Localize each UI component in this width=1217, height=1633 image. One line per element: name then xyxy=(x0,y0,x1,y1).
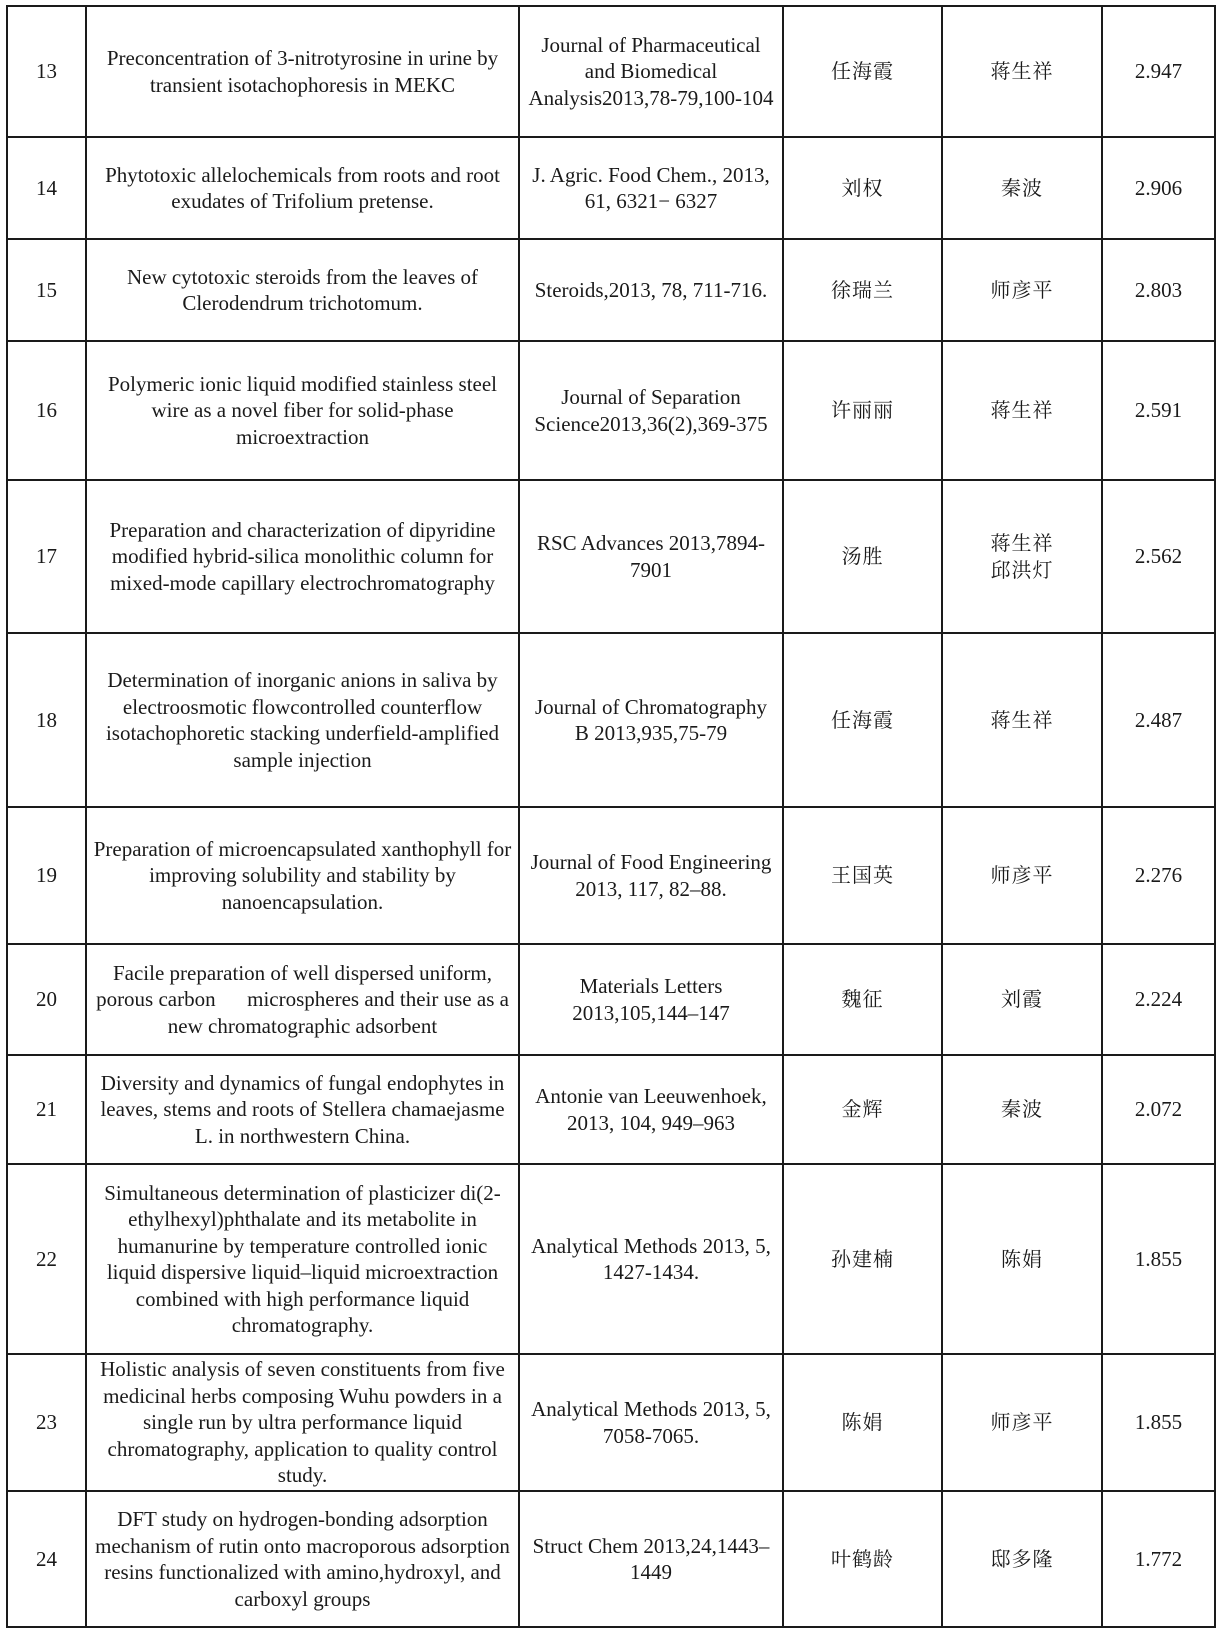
corresponding-author: 师彦平 xyxy=(942,1354,1102,1491)
corresponding-author: 刘霞 xyxy=(942,944,1102,1055)
first-author: 金辉 xyxy=(783,1055,942,1164)
paper-title: Diversity and dynamics of fungal endophytes in leaves, stems and roots of Stellera chamaejasme L. in northwestern China. xyxy=(86,1055,519,1164)
table-row xyxy=(7,1164,1215,1354)
first-author: 魏征 xyxy=(783,944,942,1055)
first-author: 任海霞 xyxy=(783,633,942,807)
table-row xyxy=(7,1055,1215,1164)
impact-factor: 2.072 xyxy=(1102,1055,1215,1164)
table-row xyxy=(7,1491,1215,1627)
table-row xyxy=(7,239,1215,341)
first-author: 任海霞 xyxy=(783,6,942,137)
corresponding-author: 师彦平 xyxy=(942,807,1102,944)
paper-title: Preparation and characterization of dipyridine modified hybrid-silica monolithic column for mixed-mode capillary electrochromatography xyxy=(86,480,519,633)
corresponding-author: 蒋生祥 邱洪灯 xyxy=(942,480,1102,633)
paper-title: Facile preparation of well dispersed uniform, porous carbon microspheres and their use as a new chromatographic adsorbent xyxy=(86,944,519,1055)
first-author: 孙建楠 xyxy=(783,1164,942,1354)
journal-citation: Struct Chem 2013,24,1443–1449 xyxy=(519,1491,783,1627)
corresponding-author: 蒋生祥 xyxy=(942,6,1102,137)
journal-citation: Materials Letters 2013,105,144–147 xyxy=(519,944,783,1055)
paper-title: Simultaneous determination of plasticizer di(2-ethylhexyl)phthalate and its metabolite in humanurine by temperature controlled ionic liquid dispersive liquid–liquid microextraction combined with high performance liquid chromatography. xyxy=(86,1164,519,1354)
first-author: 王国英 xyxy=(783,807,942,944)
row-number: 18 xyxy=(7,633,86,807)
corresponding-author: 师彦平 xyxy=(942,239,1102,341)
corresponding-author: 蒋生祥 xyxy=(942,341,1102,480)
table-row xyxy=(7,137,1215,239)
row-number: 15 xyxy=(7,239,86,341)
paper-title: Phytotoxic allelochemicals from roots and root exudates of Trifolium pretense. xyxy=(86,137,519,239)
paper-title: DFT study on hydrogen-bonding adsorption mechanism of rutin onto macroporous adsorption resins functionalized with amino,hydroxyl, and carboxyl groups xyxy=(86,1491,519,1627)
paper-title: Polymeric ionic liquid modified stainless steel wire as a novel fiber for solid-phase microextraction xyxy=(86,341,519,480)
publication-table xyxy=(6,5,1216,1628)
journal-citation: Steroids,2013, 78, 711-716. xyxy=(519,239,783,341)
row-number: 16 xyxy=(7,341,86,480)
impact-factor: 2.906 xyxy=(1102,137,1215,239)
impact-factor: 2.224 xyxy=(1102,944,1215,1055)
paper-title: Preconcentration of 3-nitrotyrosine in urine by transient isotachophoresis in MEKC xyxy=(86,6,519,137)
impact-factor: 2.591 xyxy=(1102,341,1215,480)
row-number: 13 xyxy=(7,6,86,137)
row-number: 17 xyxy=(7,480,86,633)
paper-title: Preparation of microencapsulated xanthophyll for improving solubility and stability by nanoencapsulation. xyxy=(86,807,519,944)
paper-title: Determination of inorganic anions in saliva by electroosmotic flowcontrolled counterflow isotachophoretic stacking underfield-amplified sample injection xyxy=(86,633,519,807)
row-number: 22 xyxy=(7,1164,86,1354)
first-author: 徐瑞兰 xyxy=(783,239,942,341)
impact-factor: 1.855 xyxy=(1102,1354,1215,1491)
row-number: 24 xyxy=(7,1491,86,1627)
journal-citation: Analytical Methods 2013, 5, 1427-1434. xyxy=(519,1164,783,1354)
impact-factor: 2.276 xyxy=(1102,807,1215,944)
table-row xyxy=(7,480,1215,633)
first-author: 陈娟 xyxy=(783,1354,942,1491)
row-number: 19 xyxy=(7,807,86,944)
first-author: 许丽丽 xyxy=(783,341,942,480)
first-author: 叶鹤龄 xyxy=(783,1491,942,1627)
journal-citation: Journal of Chromatography B 2013,935,75-79 xyxy=(519,633,783,807)
row-number: 14 xyxy=(7,137,86,239)
journal-citation: Antonie van Leeuwenhoek, 2013, 104, 949–963 xyxy=(519,1055,783,1164)
journal-citation: Analytical Methods 2013, 5, 7058-7065. xyxy=(519,1354,783,1491)
table-row xyxy=(7,1354,1215,1491)
impact-factor: 1.772 xyxy=(1102,1491,1215,1627)
impact-factor: 2.803 xyxy=(1102,239,1215,341)
journal-citation: Journal of Food Engineering 2013, 117, 82–88. xyxy=(519,807,783,944)
row-number: 20 xyxy=(7,944,86,1055)
row-number: 23 xyxy=(7,1354,86,1491)
impact-factor: 2.947 xyxy=(1102,6,1215,137)
first-author: 汤胜 xyxy=(783,480,942,633)
impact-factor: 2.562 xyxy=(1102,480,1215,633)
corresponding-author: 蒋生祥 xyxy=(942,633,1102,807)
corresponding-author: 秦波 xyxy=(942,1055,1102,1164)
table-row xyxy=(7,341,1215,480)
impact-factor: 2.487 xyxy=(1102,633,1215,807)
table-row xyxy=(7,633,1215,807)
paper-title: Holistic analysis of seven constituents from five medicinal herbs composing Wuhu powders in a single run by ultra performance liquid chromatography, application to quality control study. xyxy=(86,1354,519,1491)
corresponding-author: 秦波 xyxy=(942,137,1102,239)
table-row xyxy=(7,6,1215,137)
row-number: 21 xyxy=(7,1055,86,1164)
corresponding-author: 陈娟 xyxy=(942,1164,1102,1354)
journal-citation: Journal of Separation Science2013,36(2),369-375 xyxy=(519,341,783,480)
paper-title: New cytotoxic steroids from the leaves of Clerodendrum trichotomum. xyxy=(86,239,519,341)
first-author: 刘权 xyxy=(783,137,942,239)
journal-citation: J. Agric. Food Chem., 2013, 61, 6321− 6327 xyxy=(519,137,783,239)
table-row xyxy=(7,944,1215,1055)
journal-citation: RSC Advances 2013,7894-7901 xyxy=(519,480,783,633)
corresponding-author: 邸多隆 xyxy=(942,1491,1102,1627)
impact-factor: 1.855 xyxy=(1102,1164,1215,1354)
journal-citation: Journal of Pharmaceutical and Biomedical Analysis2013,78-79,100-104 xyxy=(519,6,783,137)
table-row xyxy=(7,807,1215,944)
